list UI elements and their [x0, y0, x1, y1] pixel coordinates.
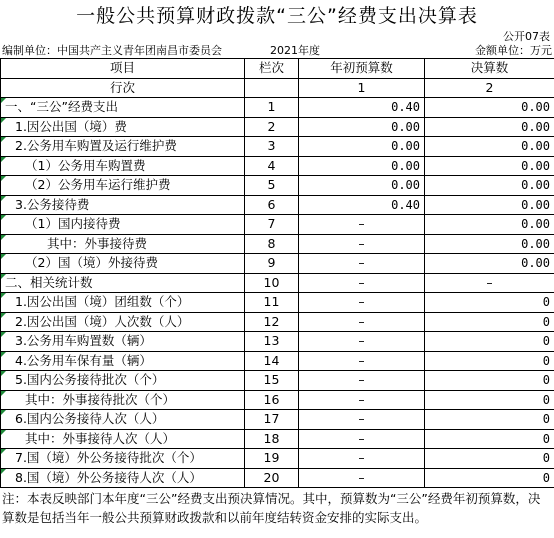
row-budget: – — [299, 234, 425, 254]
row-col: 6 — [245, 195, 299, 215]
report-year: 2021年度 — [270, 44, 320, 57]
header-item: 项目 — [1, 59, 245, 79]
row-item: 二、相关统计数 — [1, 273, 245, 293]
header-col: 栏次 — [245, 59, 299, 79]
table-row — [1, 390, 554, 410]
row-final: 0 — [425, 371, 554, 391]
row-item: （2）国（境）外接待费 — [1, 254, 245, 274]
row-final: 0 — [425, 351, 554, 371]
row-col: 18 — [245, 429, 299, 449]
row-col: 5 — [245, 176, 299, 196]
table-row — [1, 215, 554, 235]
row-item: 3.公务接待费 — [1, 195, 245, 215]
row-final: 0 — [425, 332, 554, 352]
table-row — [1, 293, 554, 313]
row-final: 0 — [425, 468, 554, 488]
row-item: （1）公务用车购置费 — [1, 156, 245, 176]
row-item: 1.因公出国（境）费 — [1, 117, 245, 137]
row-final: 0.00 — [425, 117, 554, 137]
table-row — [1, 137, 554, 157]
expense-table — [0, 58, 554, 488]
table-row — [1, 468, 554, 488]
row-final: – — [425, 273, 554, 293]
reporting-unit — [2, 42, 320, 58]
unit-label: 编制单位：中国共产主义青年团南昌市委员会 — [2, 44, 222, 57]
subheader-row — [1, 78, 554, 98]
row-final: 0.00 — [425, 234, 554, 254]
row-item: 2.公务用车购置及运行维护费 — [1, 137, 245, 157]
row-final: 0.00 — [425, 215, 554, 235]
table-row — [1, 156, 554, 176]
row-item: 1.因公出国（境）团组数（个） — [1, 293, 245, 313]
row-col: 1 — [245, 98, 299, 118]
row-budget: – — [299, 429, 425, 449]
table-row — [1, 98, 554, 118]
table-row — [1, 273, 554, 293]
row-final: 0 — [425, 293, 554, 313]
footnote: 注：本表反映部门本年度“三公”经费支出预决算情况。其中，预算数为“三公”经费年初预算数，决算数是包括当年一般公共预算财政拨款和以前年度结转资金安排的实际支出。 — [2, 491, 541, 525]
row-budget: – — [299, 312, 425, 332]
subheader-budget: 1 — [299, 78, 425, 98]
row-budget: – — [299, 332, 425, 352]
table-row — [1, 449, 554, 469]
row-col: 14 — [245, 351, 299, 371]
row-col: 11 — [245, 293, 299, 313]
row-col: 9 — [245, 254, 299, 274]
row-budget: – — [299, 410, 425, 430]
table-row — [1, 429, 554, 449]
subheader-item: 行次 — [1, 78, 245, 98]
row-final: 0 — [425, 410, 554, 430]
row-final: 0 — [425, 449, 554, 469]
row-final: 0 — [425, 312, 554, 332]
row-final: 0.00 — [425, 176, 554, 196]
header-final: 决算数 — [425, 59, 554, 79]
row-col: 17 — [245, 410, 299, 430]
header-row — [1, 59, 554, 79]
row-budget: 0.00 — [299, 156, 425, 176]
row-item: 其中：外事接待批次（个） — [1, 390, 245, 410]
row-item: 一、“三公”经费支出 — [1, 98, 245, 118]
row-final: 0 — [425, 390, 554, 410]
row-item: （1）国内接待费 — [1, 215, 245, 235]
row-final: 0 — [425, 429, 554, 449]
table-row — [1, 234, 554, 254]
table-row — [1, 195, 554, 215]
row-col: 7 — [245, 215, 299, 235]
row-budget: – — [299, 351, 425, 371]
row-col: 19 — [245, 449, 299, 469]
row-item: 其中：外事接待费 — [1, 234, 245, 254]
row-col: 2 — [245, 117, 299, 137]
amount-unit: 金额单位：万元 — [475, 44, 552, 57]
row-col: 13 — [245, 332, 299, 352]
row-budget: 0.40 — [299, 195, 425, 215]
row-item: 7.国（境）外公务接待批次（个） — [1, 449, 245, 469]
row-col: 10 — [245, 273, 299, 293]
row-final: 0.00 — [425, 156, 554, 176]
row-budget: – — [299, 273, 425, 293]
table-row — [1, 117, 554, 137]
row-item: 3.公务用车购置数（辆） — [1, 332, 245, 352]
row-budget: 0.40 — [299, 98, 425, 118]
row-item: 8.国（境）外公务接待人次（人） — [1, 468, 245, 488]
row-final: 0.00 — [425, 137, 554, 157]
row-col: 12 — [245, 312, 299, 332]
table-row — [1, 176, 554, 196]
table-row — [1, 254, 554, 274]
table-row — [1, 332, 554, 352]
row-item: 2.因公出国（境）人次数（人） — [1, 312, 245, 332]
row-budget: 0.00 — [299, 117, 425, 137]
page-title: 一般公共预算财政拨款“三公”经费支出决算表 — [76, 5, 478, 27]
row-item: 5.国内公务接待批次（个） — [1, 371, 245, 391]
row-col: 16 — [245, 390, 299, 410]
row-item: 其中：外事接待人次（人） — [1, 429, 245, 449]
row-budget: – — [299, 254, 425, 274]
table-row — [1, 351, 554, 371]
row-col: 15 — [245, 371, 299, 391]
row-col: 20 — [245, 468, 299, 488]
table-row — [1, 410, 554, 430]
row-final: 0.00 — [425, 195, 554, 215]
header-budget: 年初预算数 — [299, 59, 425, 79]
row-budget: – — [299, 449, 425, 469]
row-item: （2）公务用车运行维护费 — [1, 176, 245, 196]
table-row — [1, 312, 554, 332]
row-final: 0.00 — [425, 254, 554, 274]
row-budget: 0.00 — [299, 176, 425, 196]
subheader-final: 2 — [425, 78, 554, 98]
row-budget: – — [299, 215, 425, 235]
row-budget: 0.00 — [299, 137, 425, 157]
row-col: 4 — [245, 156, 299, 176]
row-col: 8 — [245, 234, 299, 254]
row-budget: – — [299, 468, 425, 488]
row-budget: – — [299, 390, 425, 410]
subheader-col — [245, 78, 299, 98]
table-row — [1, 371, 554, 391]
row-budget: – — [299, 293, 425, 313]
form-number: 公开07表 — [503, 30, 550, 43]
row-col: 3 — [245, 137, 299, 157]
row-final: 0.00 — [425, 98, 554, 118]
row-item: 6.国内公务接待人次（人） — [1, 410, 245, 430]
row-budget: – — [299, 371, 425, 391]
row-item: 4.公务用车保有量（辆） — [1, 351, 245, 371]
